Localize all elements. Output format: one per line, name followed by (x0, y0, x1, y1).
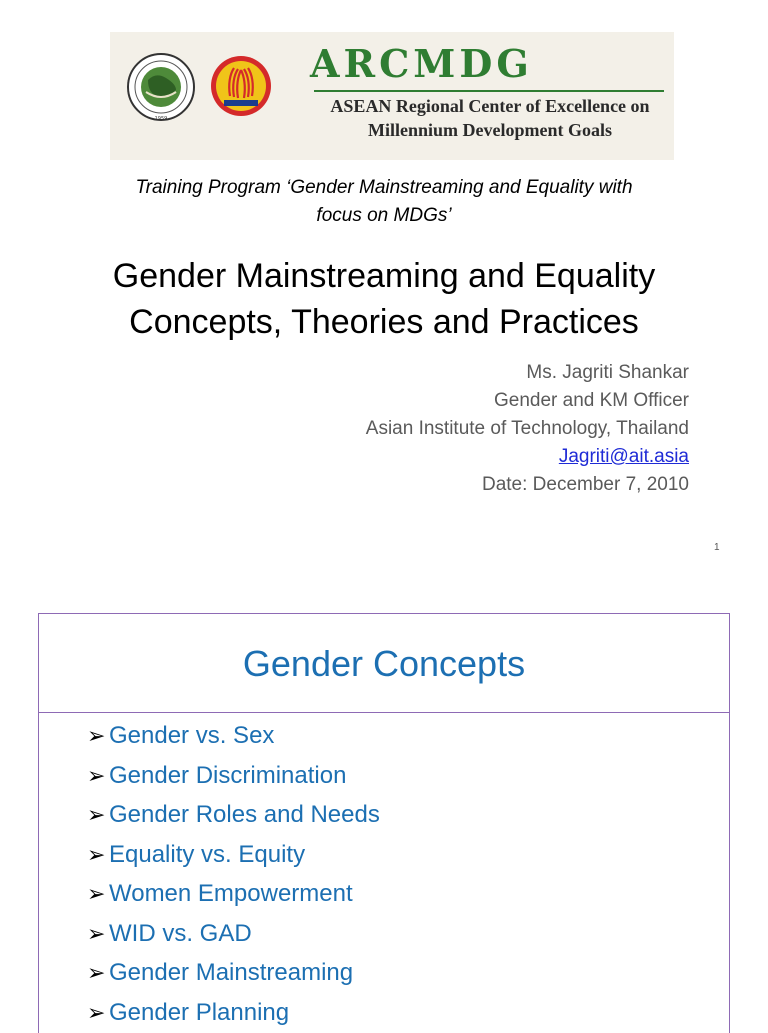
list-item (87, 874, 380, 914)
training-program-subtitle (0, 174, 768, 230)
arrow-bullet-icon: ➢ (87, 802, 106, 827)
slide-page-number: 1 (714, 542, 720, 553)
wordmark-divider (314, 90, 664, 92)
list-item-label: WID vs. GAD (109, 919, 252, 947)
list-item (87, 953, 380, 993)
list-item-label: Women Empowerment (109, 880, 353, 907)
arrow-bullet-icon: ➢ (87, 999, 106, 1025)
author-name: Ms. Jagriti Shankar (526, 362, 689, 383)
presentation-title (0, 253, 768, 345)
arrow-bullet-icon: ➢ (87, 762, 106, 788)
list-item (87, 756, 380, 796)
slide-title: Gender Concepts (242, 643, 526, 684)
subtitle-line2: focus on MDGs’ (316, 205, 452, 226)
gender-concepts-slide (38, 613, 730, 1033)
arrow-bullet-icon: ➢ (87, 920, 106, 946)
slide-header (39, 614, 729, 713)
presentation-date: Date: December 7, 2010 (481, 474, 689, 495)
arcmdg-logo-banner (110, 32, 674, 160)
asean-emblem-icon (210, 54, 272, 118)
svg-text:1959: 1959 (154, 116, 168, 122)
title-line2: Concepts, Theories and Practices (129, 303, 639, 341)
list-item-label: Gender Mainstreaming (109, 959, 354, 986)
concept-list (87, 716, 380, 1032)
list-item (87, 993, 380, 1033)
list-item-label: Equality vs. Equity (109, 840, 306, 868)
author-role: Gender and KM Officer (493, 390, 689, 411)
author-institution: Asian Institute of Technology, Thailand (365, 418, 689, 439)
subtitle-line1: Training Program ‘Gender Mainstreaming and Equality with (135, 177, 633, 198)
ait-seal-icon (126, 50, 196, 124)
title-line1: Gender Mainstreaming and Equality (112, 257, 656, 295)
list-item (87, 716, 380, 756)
arrow-bullet-icon: ➢ (87, 841, 106, 867)
list-item-label: Gender Discrimination (109, 761, 347, 789)
logo-tagline-line2: Millennium Development Goals (368, 120, 612, 140)
arcmdg-wordmark: ARCMDG (310, 41, 533, 86)
logo-tagline (310, 94, 670, 142)
author-email-link[interactable]: Jagriti@ait.asia (558, 446, 689, 467)
logo-tagline-line1: ASEAN Regional Center of Excellence on (330, 96, 650, 116)
list-item (87, 914, 380, 954)
list-item-label: Gender Planning (109, 998, 290, 1026)
list-item-label: Gender vs. Sex (109, 722, 275, 749)
list-item (87, 795, 380, 835)
arrow-bullet-icon: ➢ (87, 881, 106, 906)
list-item (87, 835, 380, 875)
author-block (366, 359, 689, 499)
arrow-bullet-icon: ➢ (87, 960, 106, 985)
list-item-label: Gender Roles and Needs (109, 801, 380, 828)
arrow-bullet-icon: ➢ (87, 723, 106, 748)
